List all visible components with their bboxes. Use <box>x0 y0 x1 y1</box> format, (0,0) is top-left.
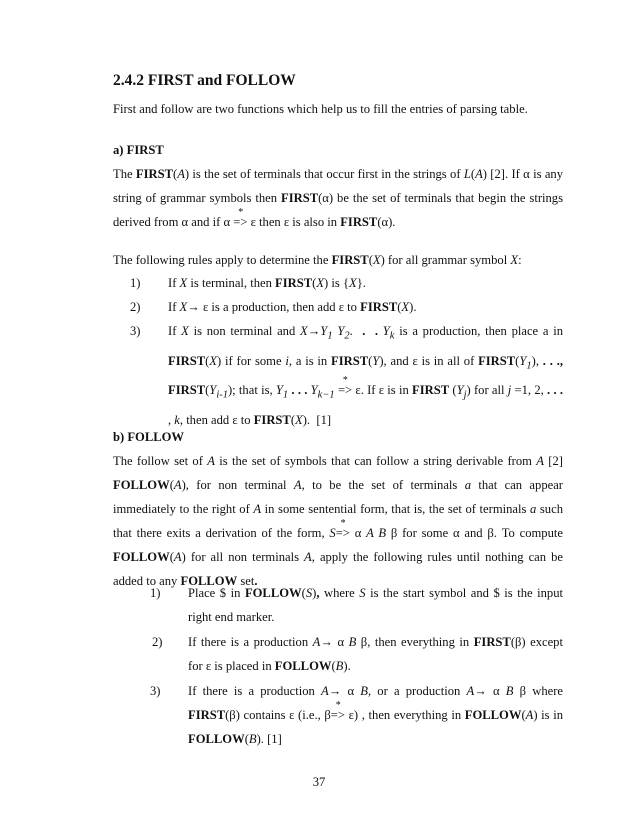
first-definition: The FIRST(A) is the set of terminals that occur first in the strings of L(A) [2]. If α is any string of grammar symbols then FIRST(α) be the set of terminals that begin the strings derived from α and if α * => ε then ε is also in FIRST(α). <box>113 162 563 234</box>
first-rule-2-number: 2) <box>130 300 141 314</box>
follow-rule-1-number: 1) <box>150 586 161 600</box>
follow-rule-3: If there is a production A→ α B, or a production A→ α B β where FIRST(β) contains ε (i.e., β* => ε) , then everything in FOLLOW(A) is in FOLLOW(B). [1] <box>188 679 563 751</box>
first-rule-1-number: 1) <box>130 276 141 290</box>
follow-subheading: b) FOLLOW <box>113 430 185 444</box>
follow-rule-2: If there is a production A→ α B β, then everything in FIRST(β) except for ε is placed in FOLLOW(B). <box>188 635 563 673</box>
follow-rule-3-number: 3) <box>150 684 161 698</box>
first-rule-1: If X is terminal, then FIRST(X) is {X}. <box>168 276 366 290</box>
page-number: 37 <box>312 775 326 789</box>
first-rule-2: If X→ ε is a production, then add ε to FIRST(X). <box>168 300 417 314</box>
follow-rule-2-number: 2) <box>152 635 163 649</box>
section-heading: 2.4.2 FIRST and FOLLOW <box>113 72 296 89</box>
first-rule-3: If X is non terminal and $X\to Y_1$ $Y_2$. . . $Y_k$ is a production, then place a in FIRST(X) if for some i, a is in FIRST(Y), and ε is in all of $FIRST(Y_1)$, . . ., $FIRST(Y_{i-1})$; that is, $Y_1$ . . . $Y_{k-1}$ * => ε. If ε is in FIRST $(Y_j)$ for all j =1, 2, . . . , k, then add ε to FIRST(X). [1] <box>168 319 563 432</box>
follow-definition: The follow set of A is the set of symbols that can follow a string derivable from A [2] FOLLOW(A), for non terminal A, to be the set of terminals a that can appear immediately to the right of A in some sentential form, that is, the set of terminals a such that there exits a derivation of the form, S* => α A B β for some α and β. To compute FOLLOW(A) for all non terminals A, apply the following rules until nothing can be added to any FOLLOW set. <box>113 449 563 593</box>
first-rules-intro: The following rules apply to determine the FIRST(X) for all grammar symbol X: <box>113 253 522 267</box>
follow-rule-1: Place $ in FOLLOW(S), where S is the start symbol and $ is the input right end marker. <box>188 586 564 624</box>
first-rule-3-number: 3) <box>130 324 141 338</box>
intro-paragraph: First and follow are two functions which help us to fill the entries of parsing table. <box>113 102 528 116</box>
first-subheading: a) FIRST <box>113 143 164 157</box>
